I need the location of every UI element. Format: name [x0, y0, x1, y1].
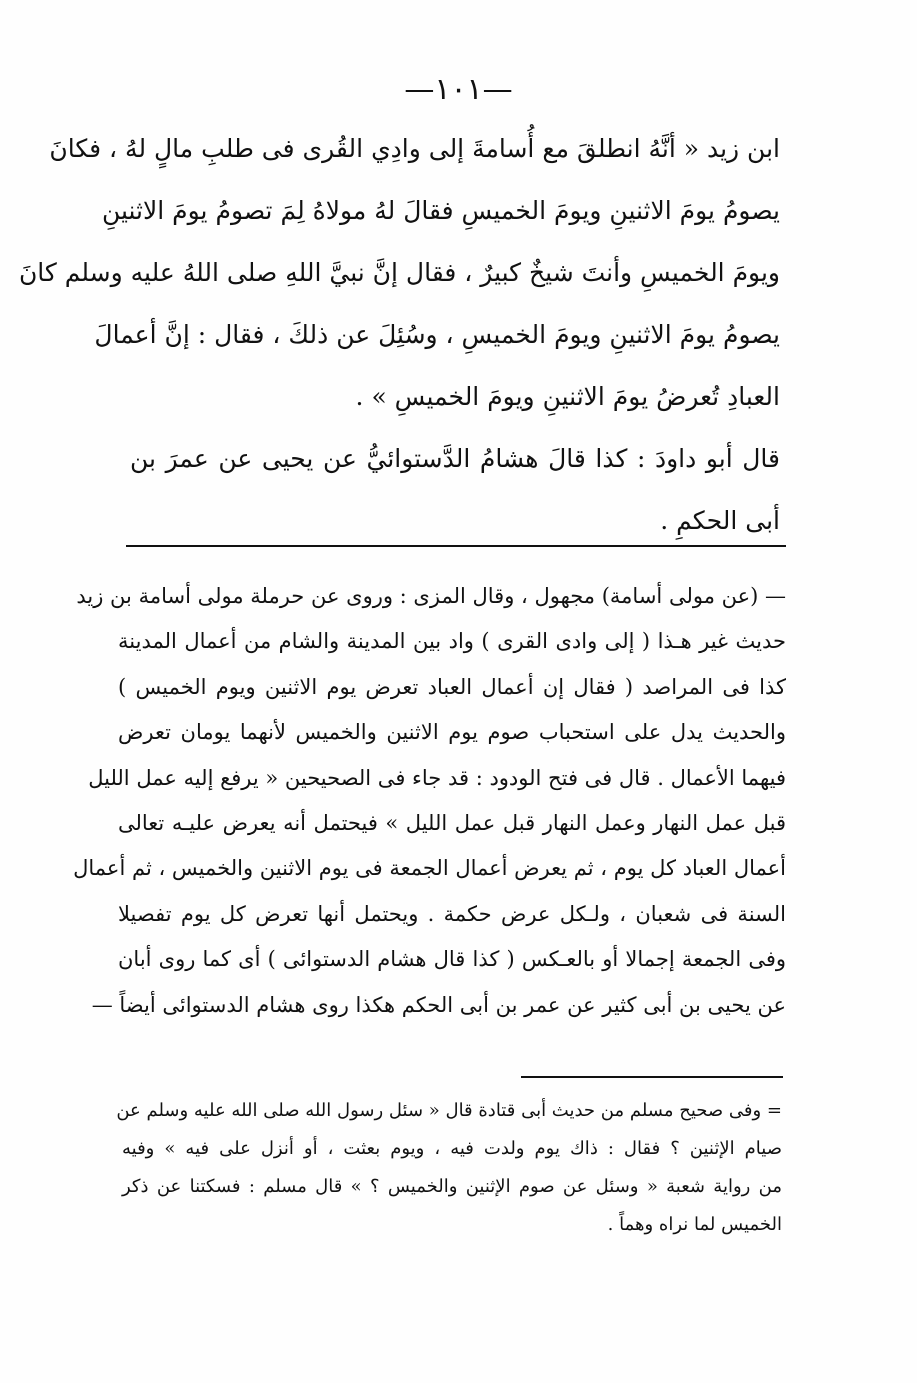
main-text-line: يصومُ يومَ الاثنينِ ويومَ الخميسِ ، وسُئِلَ عن ذلكَ ، فقال : إنَّ أعمالَ: [94, 320, 780, 349]
footnote-divider: [521, 1076, 783, 1078]
footnote-line: الخميس لما نراه وهماً .: [607, 1214, 782, 1235]
main-text-line: قال أبو داودَ : كذا قالَ هشامُ الدَّستوائيُّ عن يحيى عن عمرَ بن: [130, 444, 780, 473]
footnote-line: = وفى صحيح مسلم من حديث أبى قتادة قال « سئل رسول الله صلى الله عليه وسلم عن: [116, 1100, 782, 1121]
footnote-line: من رواية شعبة « وسئل عن صوم الإثنين والخميس ؟ » قال مسلم : فسكتنا عن ذكر: [122, 1176, 782, 1197]
commentary-line: — (عن مولى أسامة) مجهول ، وقال المزى : وروى عن حرملة مولى أسامة بن زيد: [76, 584, 786, 608]
main-text-line: ابن زيد « أنَّهُ انطلقَ مع أُسامةَ إلى وادِي القُرى فى طلبِ مالٍ لهُ ، فكانَ: [49, 134, 780, 163]
main-text-line: أبى الحكمِ .: [660, 506, 780, 535]
commentary-line: السنة فى شعبان ، ولـكل عرض حكمة . ويحتمل أنها تعرض كل يوم تفصيلا: [118, 901, 786, 926]
commentary-line: أعمال العباد كل يوم ، ثم يعرض أعمال الجمعة فى يوم الاثنين والخميس ، ثم أعمال: [73, 856, 786, 881]
section-divider: [126, 545, 786, 547]
commentary-line: والحديث يدل على استحباب صوم يوم الاثنين والخميس لأنهما يومان تعرض: [118, 720, 786, 745]
commentary-line: فيهما الأعمال . قال فى فتح الودود : قد جاء فى الصحيحين « يرفع إليه عمل الليل: [88, 765, 786, 790]
commentary-line: وفى الجمعة إجمالا أو بالعـكس ( كذا قال هشام الدستوائى ) أى كما روى أبان: [118, 947, 786, 972]
footnote: [116, 1092, 782, 1244]
commentary-line: قبل عمل النهار وعمل النهار قبل عمل الليل » فيحتمل أنه يعرض عليـه تعالى: [118, 810, 786, 835]
main-text-line: ويومَ الخميسِ وأنتَ شيخٌ كبيرٌ ، فقال إنَّ نبيَّ اللهِ صلى اللهُ عليه وسلم كانَ: [18, 258, 780, 287]
main-text-line: يصومُ يومَ الاثنينِ ويومَ الخميسِ فقالَ لهُ مولاهُ لِمَ تصومُ يومَ الاثنينِ: [101, 196, 780, 225]
page-number: —١٠١—: [404, 72, 513, 107]
commentary-line: عن يحيى بن أبى كثير عن عمر بن أبى الحكم هكذا روى هشام الدستوائى أيضاً —: [91, 992, 786, 1017]
footnote-line: صيام الإثنين ؟ فقال : ذاك يوم ولدت فيه ، ويوم بعثت ، أو أنزل على فيه » وفيه: [122, 1138, 782, 1159]
main-text-line: العبادِ تُعرضُ يومَ الاثنينِ ويومَ الخميسِ » .: [355, 382, 780, 411]
commentary-line: حديث غير هـذا ( إلى وادى القرى ) واد بين المدينة والشام من أعمال المدينة: [118, 629, 786, 654]
hadith-main-text: [18, 118, 780, 552]
commentary-notes: [73, 574, 786, 1028]
commentary-line: كذا فى المراصد ( فقال إن أعمال العباد تعرض يوم الاثنين ويوم الخميس ): [118, 674, 786, 699]
